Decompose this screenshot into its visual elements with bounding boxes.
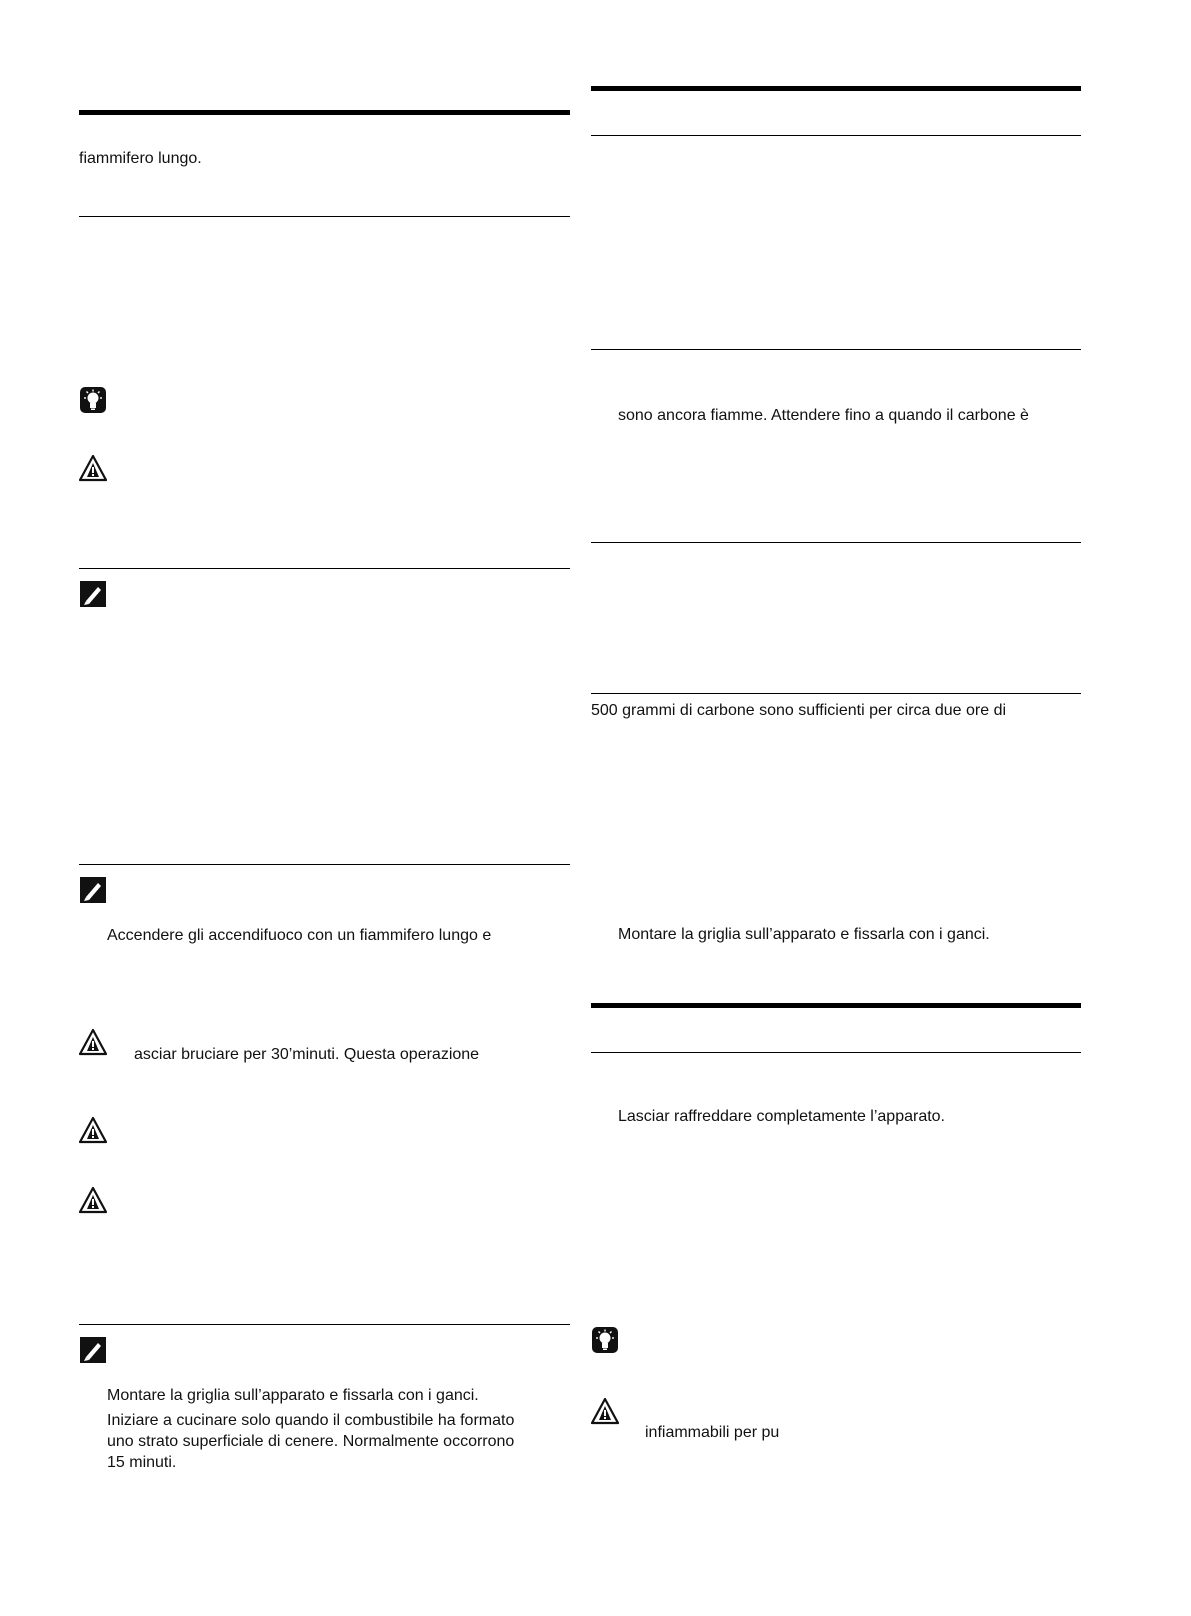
warning-triangle-icon — [79, 454, 107, 482]
grill-step-text: Montare la griglia sull’apparato e fissarla con i ganci. — [618, 926, 990, 943]
section-rule — [79, 216, 570, 217]
warning-triangle-icon — [79, 1028, 107, 1056]
section-rule-top-right — [591, 86, 1081, 91]
final-step-2-line-3: 15 minuti. — [107, 1454, 177, 1471]
flammable-text: infiammabili per pu — [645, 1424, 780, 1441]
final-step-1: Montare la griglia sull’apparato e fissarla con i ganci. — [107, 1387, 479, 1404]
section-rule-top-left — [79, 110, 570, 115]
section-rule-thick — [591, 1003, 1081, 1008]
intro-text: fiammifero lungo. — [79, 150, 202, 167]
warning-triangle-icon — [591, 1397, 619, 1425]
note-pencil-icon — [79, 876, 107, 904]
section-rule — [79, 568, 570, 569]
flame-text: sono ancora fiamme. Attendere fino a quando il carbone è — [618, 407, 1029, 424]
section-rule — [591, 693, 1081, 694]
warning-triangle-icon — [79, 1116, 107, 1144]
lightbulb-tip-icon — [79, 386, 107, 414]
section-rule — [79, 1324, 570, 1325]
lighting-step-text: Accendere gli accendifuoco con un fiammifero lungo e — [107, 927, 492, 944]
note-pencil-icon — [79, 580, 107, 608]
burn-warning-text: asciar bruciare per 30’minuti. Questa operazione — [134, 1046, 480, 1063]
note-pencil-icon — [79, 1336, 107, 1364]
warning-triangle-icon — [79, 1186, 107, 1214]
section-rule — [591, 542, 1081, 543]
charcoal-text: 500 grammi di carbone sono sufficienti per circa due ore di — [591, 702, 1007, 719]
final-step-2-line-2: uno strato superficiale di cenere. Normalmente occorrono — [107, 1433, 515, 1450]
section-rule — [591, 349, 1081, 350]
cool-step-text: Lasciar raffreddare completamente l’apparato. — [618, 1108, 945, 1125]
section-rule — [591, 135, 1081, 136]
final-step-2-line-1: Iniziare a cucinare solo quando il combustibile ha formato — [107, 1412, 515, 1429]
section-rule — [591, 1052, 1081, 1053]
section-rule — [79, 864, 570, 865]
lightbulb-tip-icon — [591, 1326, 619, 1354]
